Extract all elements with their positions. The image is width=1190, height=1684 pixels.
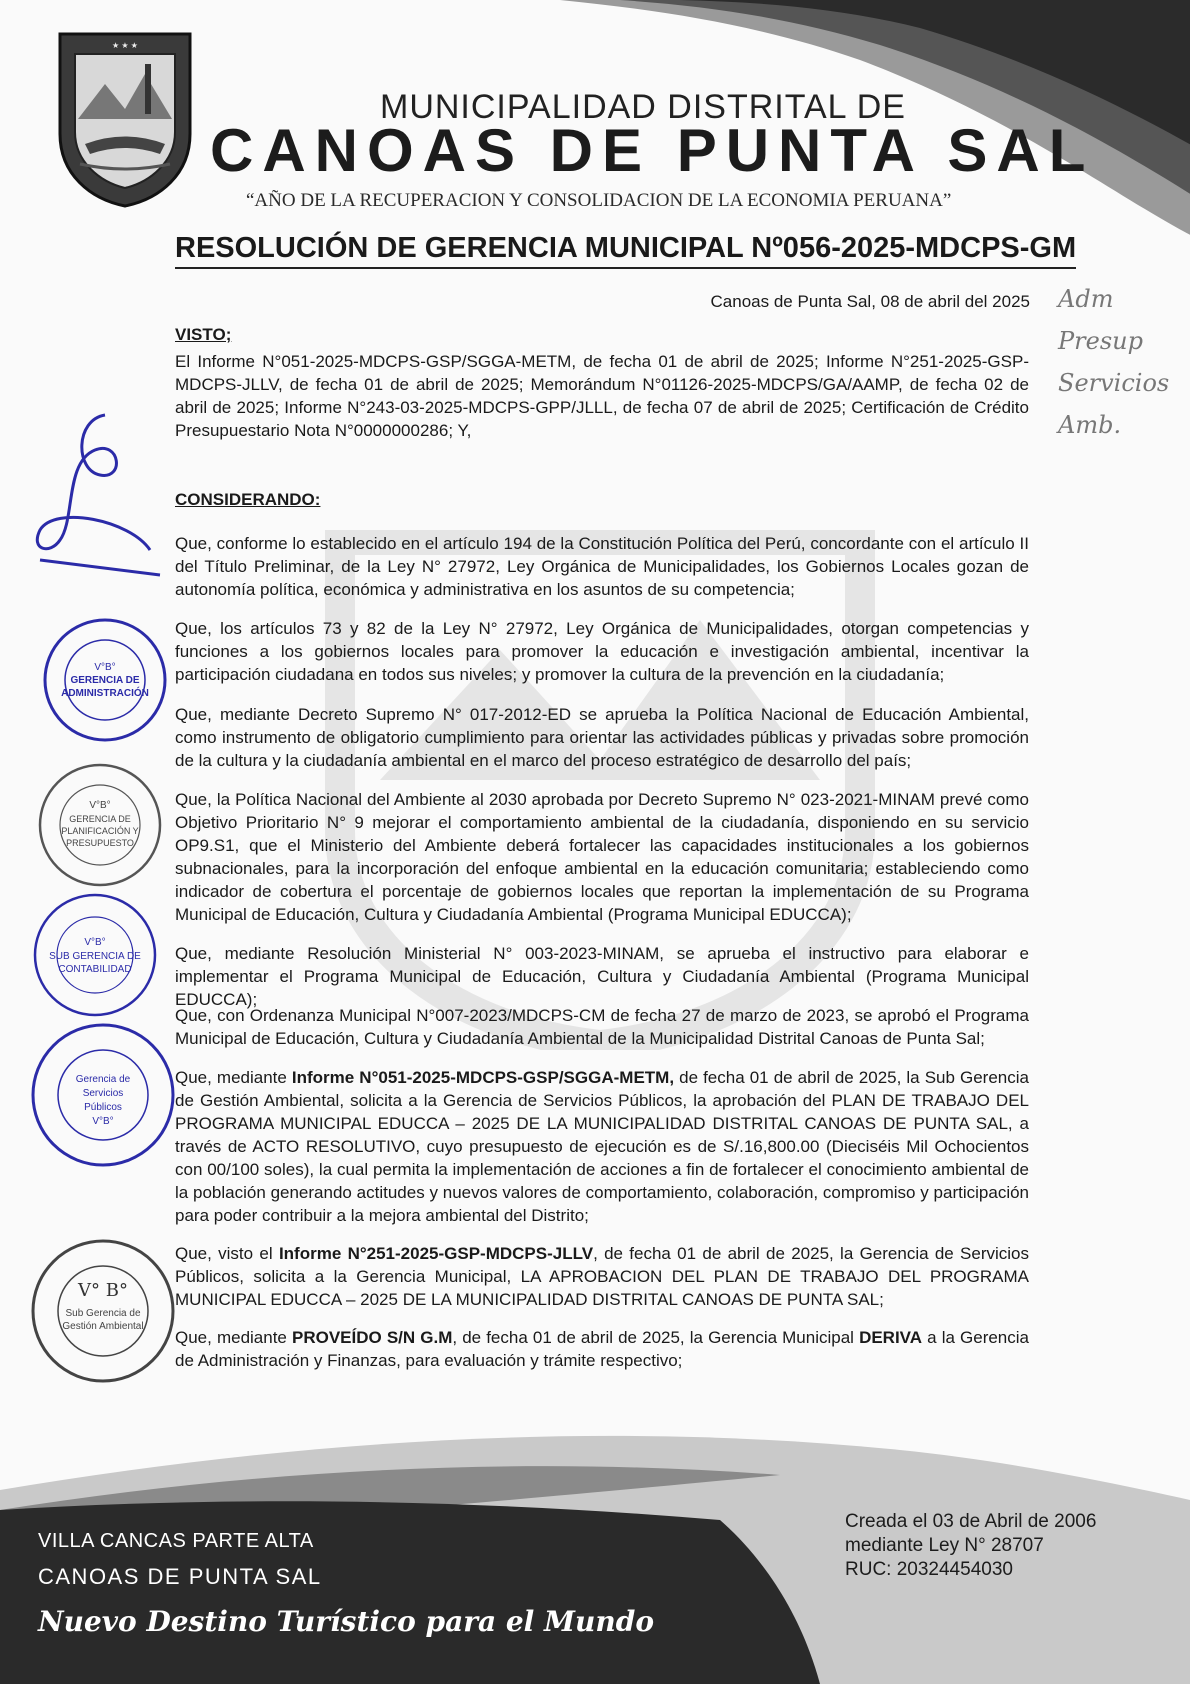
visto-heading: VISTO; xyxy=(175,325,232,344)
deriva-keyword: DERIVA xyxy=(859,1328,923,1347)
stamp-line: Gerencia de xyxy=(75,1074,131,1085)
ruc-number: RUC: 20324454030 xyxy=(845,1559,1013,1580)
stamp-line: ADMINISTRACIÓN xyxy=(61,688,149,699)
creation-date: Creada el 03 de Abril de 2006 xyxy=(845,1511,1097,1532)
stamp-line: V°B° xyxy=(84,937,106,948)
handwritten-line: Presup xyxy=(1058,327,1143,355)
footer-address-line1: VILLA CANCAS PARTE ALTA xyxy=(38,1530,314,1552)
municipal-crest-logo xyxy=(50,24,200,209)
considerando-paragraph-1: Que, conforme lo establecido en el artículo 194 de la Constitución Política del Perú, concordante con el artículo II del Título Preliminar, de la Ley N° 27972, Ley Orgánica de Municipalidades, los Gobiernos Locales gozan de autonomía política, económica y administrativa en los asuntos de su competencia; xyxy=(175,534,1029,599)
municipality-name-line2: CANOAS DE PUNTA SAL xyxy=(210,117,1095,184)
stamp-line: V°B° xyxy=(94,662,116,673)
stamp-line: V°B° xyxy=(89,800,111,811)
considerando-paragraph-2: Que, los artículos 73 y 82 de la Ley N° 27972, Ley Orgánica de Municipalidades, otorgan competencias y funciones a los gobiernos locales para promover la educación e investigación ambiental, incentivar la participación ciudadana en todos sus niveles; y promover la cultura de la prevención en la ciudadanía; xyxy=(175,619,1029,684)
stamp-line: Públicos xyxy=(84,1102,122,1113)
stamp-line: V° B° xyxy=(78,1280,128,1301)
paragraph-text: , de fecha 01 de abril de 2025, la Gerencia Municipal xyxy=(452,1328,860,1347)
considerando-paragraph-7 xyxy=(175,1066,1029,1227)
svg-text:★ ★ ★: ★ ★ ★ xyxy=(112,41,138,50)
paragraph-text: a la Gerencia de Administración y Finanzas, para evaluación y trámite respectivo; xyxy=(175,1328,1029,1370)
paragraph-text: Que, mediante xyxy=(175,1068,292,1087)
stamp-line: GERENCIA DE xyxy=(70,675,140,686)
stamp-line: CONTABILIDAD xyxy=(58,964,132,975)
public-services-stamp xyxy=(28,1020,178,1170)
considerando-paragraph-4: Que, la Política Nacional del Ambiente al 2030 aprobada por Decreto Supremo N° 023-2021-MINAM prevé como Objetivo Prioritario N° 9 mejorar el comportamiento ambiental de la ciudadanía, disponiendo en su servicio OP9.S1, que el Ministerio del Ambiente deberá fortalecer las capacidades institucionales a los gobiernos subnacionales, para la incorporación del enfoque ambiental en la educación comunitaria; estableciendo como indicador de cobertura el porcentaje de gobiernos locales que reportan la implementación de su Programa Municipal de Educación, Cultura y Ciudadanía Ambiental (Programa Municipal EDUCCA); xyxy=(175,790,1029,924)
considerando-heading: CONSIDERANDO: xyxy=(175,490,321,509)
environmental-management-stamp xyxy=(28,1236,178,1386)
paragraph-text: de fecha 01 de abril de 2025, la Sub Gerencia de Gestión Ambiental, solicita a la Gerencia de Servicios Públicos, la aprobación del PLAN DE TRABAJO DEL PROGRAMA MUNICIPAL EDUCCA – 2025 DE LA MUNICIPALIDAD DISTRITAL CANOAS DE PUNTA SAL, a través de ACTO RESOLUTIVO, cuyo presupuesto de ejecución es de S/.16,800.00 (Dieciséis Mil Ochocientos con 00/100 soles), la cual permita la implementación de acciones a fin de fortalecer el conocimiento ambiental de la población generando actitudes y nuevos valores de comportamiento, colaboración, compromiso y participación para poder contribuir a la mejora ambiental del Distrito; xyxy=(175,1068,1029,1225)
administration-stamp xyxy=(40,615,170,745)
considerando-paragraph-6: Que, con Ordenanza Municipal N°007-2023/MDCPS-CM de fecha 27 de marzo de 2023, se aprobó el Programa Municipal de Educación, Cultura y Ciudadanía Ambiental de la Municipalidad Distrital Canoas de Punta Sal; xyxy=(175,1006,1029,1048)
accounting-stamp xyxy=(30,890,160,1020)
paragraph-text: Que, visto el xyxy=(175,1244,279,1263)
informe-reference: Informe N°251-2025-GSP-MDCPS-JLLV xyxy=(278,1244,594,1263)
handwritten-line: Adm xyxy=(1058,285,1114,313)
stamp-line: Servicios xyxy=(82,1088,124,1099)
stamp-line: GERENCIA DE xyxy=(69,814,131,824)
stamp-line: Sub Gerencia de xyxy=(65,1308,141,1319)
handwritten-signature xyxy=(20,400,170,580)
stamp-line: SUB GERENCIA DE xyxy=(49,951,141,962)
stamp-line: V°B° xyxy=(92,1116,114,1127)
creation-law: mediante Ley N° 28707 xyxy=(845,1535,1044,1556)
footer-address-line2: CANOAS DE PUNTA SAL xyxy=(38,1564,322,1589)
handwritten-line: Amb. xyxy=(1058,411,1122,439)
stamp-line: Gestión Ambiental xyxy=(62,1321,144,1332)
proveido-reference: PROVEÍDO S/N G.M xyxy=(291,1328,453,1347)
footer-creation-info xyxy=(845,1510,1096,1582)
municipality-name-line1: MUNICIPALIDAD DISTRITAL DE xyxy=(380,88,906,126)
considerando-paragraph-9 xyxy=(175,1326,1029,1372)
handwritten-line: Servicios xyxy=(1058,369,1170,397)
considerando-paragraph-3: Que, mediante Decreto Supremo N° 017-2012-ED se aprueba la Política Nacional de Educación Ambiental, como instrumento de obligatorio cumplimiento para orientar las actividades públicas y privadas sobre promoción de la cultura y la ciudadanía ambiental en el marco del proceso estratégico de desarrollo del país; xyxy=(175,705,1029,770)
document-date: Canoas de Punta Sal, 08 de abril del 2025 xyxy=(710,292,1030,311)
informe-reference: Informe N°051-2025-MDCPS-GSP/SGGA-METM, xyxy=(291,1068,675,1087)
year-motto: “AÑO DE LA RECUPERACION Y CONSOLIDACION DE LA ECONOMIA PERUANA” xyxy=(246,190,952,211)
stamp-line: PRESUPUESTO xyxy=(66,838,134,848)
considerando-paragraph-8 xyxy=(175,1242,1029,1311)
paragraph-text: , de fecha 01 de abril de 2025, la Gerencia de Servicios Públicos, solicita a la Gerencia Municipal, LA APROBACION DEL PLAN DE TRABAJO DEL PROGRAMA MUNICIPAL EDUCCA – 2025 DE LA MUNICIPALIDAD DISTRITAL CANOAS DE PUNTA SAL; xyxy=(175,1244,1030,1309)
resolution-title: RESOLUCIÓN DE GERENCIA MUNICIPAL Nº056-2025-MDCPS-GM xyxy=(175,232,1076,269)
stamp-line: PLANIFICACIÓN Y xyxy=(61,826,139,836)
visto-paragraph: El Informe N°051-2025-MDCPS-GSP/SGGA-METM, de fecha 01 de abril de 2025; Informe N°251-2025-GSP-MDCPS-JLLV, de fecha 01 de abril de 2025; Memorándum N°01126-2025-MDCPS/GA/AAMP, de fecha 02 de abril de 2025; Informe N°243-03-2025-MDCPS-GPP/JLLL, de fecha 07 de abril de 2025; Certificación de Crédito Presupuestario Nota N°0000000286; Y, xyxy=(175,352,1029,440)
footer-slogan: Nuevo Destino Turístico para el Mundo xyxy=(38,1605,655,1638)
paragraph-text: Que, mediante xyxy=(175,1328,292,1347)
considerando-paragraph-5: Que, mediante Resolución Ministerial N° 003-2023-MINAM, se aprueba el instructivo para elaborar e implementar el Programa Municipal de Educación, Cultura y Ciudadanía Ambiental (Programa Municipal EDUCCA); xyxy=(175,944,1029,1009)
handwritten-routing-note xyxy=(1058,278,1169,446)
planning-budget-stamp xyxy=(30,760,170,890)
